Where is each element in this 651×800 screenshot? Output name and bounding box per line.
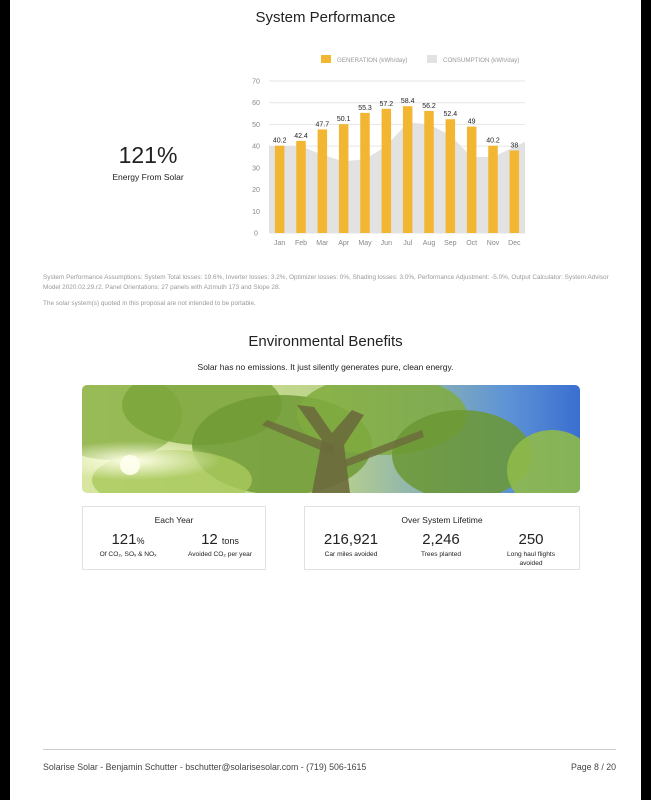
portable-note: The solar system(s) quoted in this proposal are not intended to be portable. [43,300,256,307]
y-tick-label: 50 [252,121,260,129]
each-year-card [82,506,266,570]
y-tick-label: 40 [252,143,260,151]
bar-data-label: 42.4 [294,132,308,140]
tree-canopy-photo [82,385,580,493]
x-tick-label: Sep [444,240,457,247]
car-miles-label: Car miles avoided [324,551,378,558]
bar-data-label: 50.1 [336,116,351,124]
generation-bar [339,124,349,233]
x-tick-label: Jul [403,240,413,247]
bar-data-label: 47.7 [315,121,330,129]
x-tick-label: Oct [466,240,478,247]
bar-data-label: 38 [510,142,519,150]
each-year-title: Each Year [154,515,194,525]
section-title-performance: System Performance [255,9,396,26]
generation-bar [467,127,477,233]
co2-avoided-label: Avoided CO₂ per year [187,551,252,558]
generation-bar [446,119,456,233]
proposal-page [10,0,641,800]
x-tick-label: Feb [294,240,308,247]
page-number: Page 8 / 20 [571,762,616,772]
energy-from-solar-label: Energy From Solar [112,172,184,182]
generation-bar [275,146,285,233]
trees-planted-stat [397,531,485,559]
legend-label-consumption: CONSUMPTION (kWh/day) [443,57,520,64]
x-tick-label: Nov [486,240,500,247]
footer-contact: Solarise Solar - Benjamin Schutter - bschutter@solarisesolar.com - (719) 506-1615 [43,762,367,772]
bar-data-label: 56.2 [422,102,436,110]
y-tick-label: 10 [252,208,260,216]
y-tick-label: 20 [252,187,260,195]
generation-bar [424,111,434,233]
energy-from-solar-value: 121% [118,142,178,168]
footer-divider [43,749,616,750]
emissions-offset-label: Of CO₂, SOₓ & NOₓ [99,551,157,558]
legend-swatch-consumption [427,55,437,63]
generation-bar [382,109,392,233]
environment-subtitle: Solar has no emissions. It just silently generates pure, clean energy. [197,362,454,372]
flights-avoided-label-line2: avoided [519,560,543,567]
generation-bar [296,141,306,233]
bar-data-label: 40.2 [486,137,500,145]
bar-data-label: 55.3 [358,104,372,112]
legend-swatch-generation [321,55,331,63]
section-title-environment: Environmental Benefits [248,333,403,350]
co2-avoided-value: 12 [201,531,218,548]
flights-avoided-label-line1: Long haul flights [506,551,556,558]
performance-assumptions: System Performance Assumptions: System Total losses: 19.6%, Inverter losses: 3.2%, Optimizer losses: 0%, Shading losses: 3.0%, Performance Adjustment: -5.0%, Output Calculator: System Advisor Model 2020.02.29.r2. Panel Orientations: 27 panels with Azimuth 173 and Slope 28. [43,274,609,291]
performance-chart [10,45,641,255]
lifetime-title: Over System Lifetime [401,515,483,525]
generation-bar [360,113,370,233]
x-tick-label: Jan [274,240,286,247]
x-tick-label: May [358,240,372,247]
car-miles-stat [307,531,395,559]
x-tick-label: Aug [422,240,436,247]
trees-planted-value: 2,246 [422,531,460,548]
emissions-offset-unit: % [136,536,145,546]
legend-label-generation: GENERATION (kWh/day) [337,57,408,64]
co2-avoided-unit: tons [221,536,239,546]
x-tick-label: Mar [316,240,329,247]
generation-bar [488,146,498,233]
bar-data-label: 58.4 [400,98,415,106]
x-tick-label: Jun [380,240,392,247]
x-tick-label: Dec [508,240,521,247]
emissions-offset-stat [87,531,169,559]
y-tick-label: 60 [252,100,260,108]
flights-avoided-stat [487,531,575,568]
bar-data-label: 49 [467,118,476,126]
generation-bar [510,150,520,233]
y-tick-label: 70 [252,78,260,86]
flights-avoided-value: 250 [518,531,544,548]
x-tick-label: Apr [338,240,350,247]
y-tick-label: 30 [252,165,260,173]
co2-avoided-stat [177,531,263,559]
lifetime-card [304,506,580,570]
y-tick-label: 0 [254,230,258,238]
bar-data-label: 52.4 [443,111,458,119]
bar-data-label: 57.2 [379,100,394,108]
generation-bar [403,106,413,233]
generation-bar [318,129,328,233]
car-miles-value: 216,921 [323,531,379,548]
trees-planted-label: Trees planted [420,551,462,558]
emissions-offset-value: 121 [111,531,137,548]
bar-data-label: 40.2 [272,137,287,145]
